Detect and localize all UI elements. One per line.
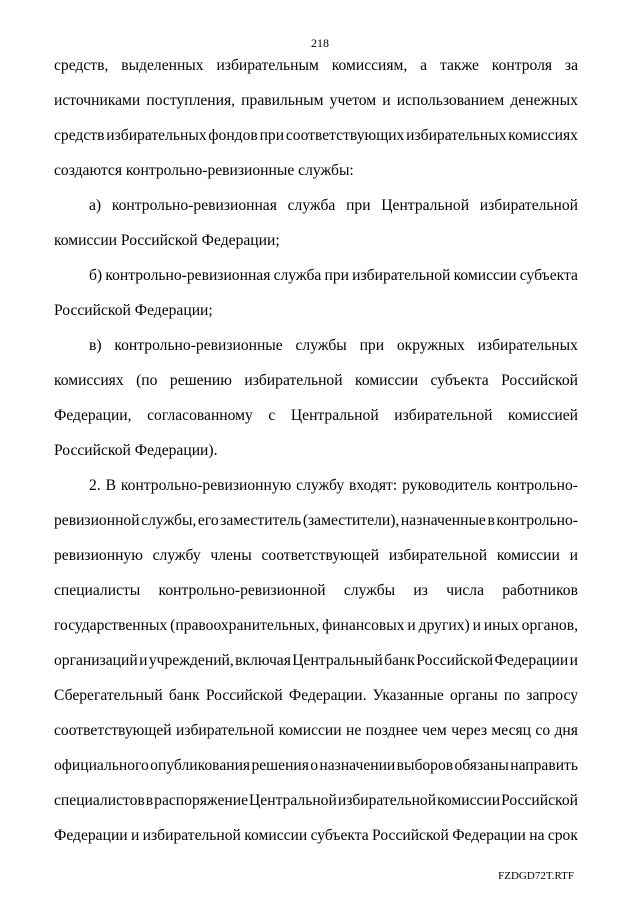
text-line: источниками поступления, правильным учетом и использованием денежных [54,92,578,109]
text-line: государственных (правоохранительных, финансовых и других) и иных органов, [54,617,578,634]
text-line: соответствующей избирательной комиссии не позднее чем через месяц со дня [54,722,578,739]
text-line: средств избирательных фондов при соответствующих избирательных комиссиях [54,127,578,144]
text-line: комиссии Российской Федерации; [54,232,280,249]
page-number: 218 [311,36,329,50]
file-identifier: FZDGD72T.RTF [498,870,574,882]
text-line: комиссиях (по решению избирательной комиссии субъекта Российской [54,372,578,389]
text-line: Российской Федерации). [54,442,218,459]
text-line: средств, выделенных избирательным комиссиям, а также контроля за [54,57,578,74]
text-line: Сберегательный банк Российской Федерации. Указанные органы по запросу [54,687,578,704]
text-line: Российской Федерации; [54,302,213,319]
text-line: официального опубликования решения о назначении выборов обязаны направить [54,757,578,774]
text-line: Федерации, согласованному с Центральной избирательной комиссией [54,407,578,424]
text-line: в) контрольно-ревизионные службы при окружных избирательных [89,337,578,354]
text-line: организаций и учреждений, включая Центральный банк Российской Федерации и [54,652,578,669]
text-line: б) контрольно-ревизионная служба при избирательной комиссии субъекта [89,267,578,284]
text-line: ревизионную службу члены соответствующей избирательной комиссии и [54,547,578,564]
text-line: Федерации и избирательной комиссии субъекта Российской Федерации на срок [54,827,578,844]
text-line: ревизионной службы, его заместитель (заместители), назначенные в контрольно- [54,512,578,529]
text-line: создаются контрольно-ревизионные службы: [54,162,354,179]
text-line: специалистов в распоряжение Центральной избирательной комиссии Российской [54,792,578,809]
text-line: 2. В контрольно-ревизионную службу входят: руководитель контрольно- [89,477,578,494]
text-line: специалисты контрольно-ревизионной службы из числа работников [54,582,578,599]
text-line: а) контрольно-ревизионная служба при Центральной избирательной [89,197,578,214]
